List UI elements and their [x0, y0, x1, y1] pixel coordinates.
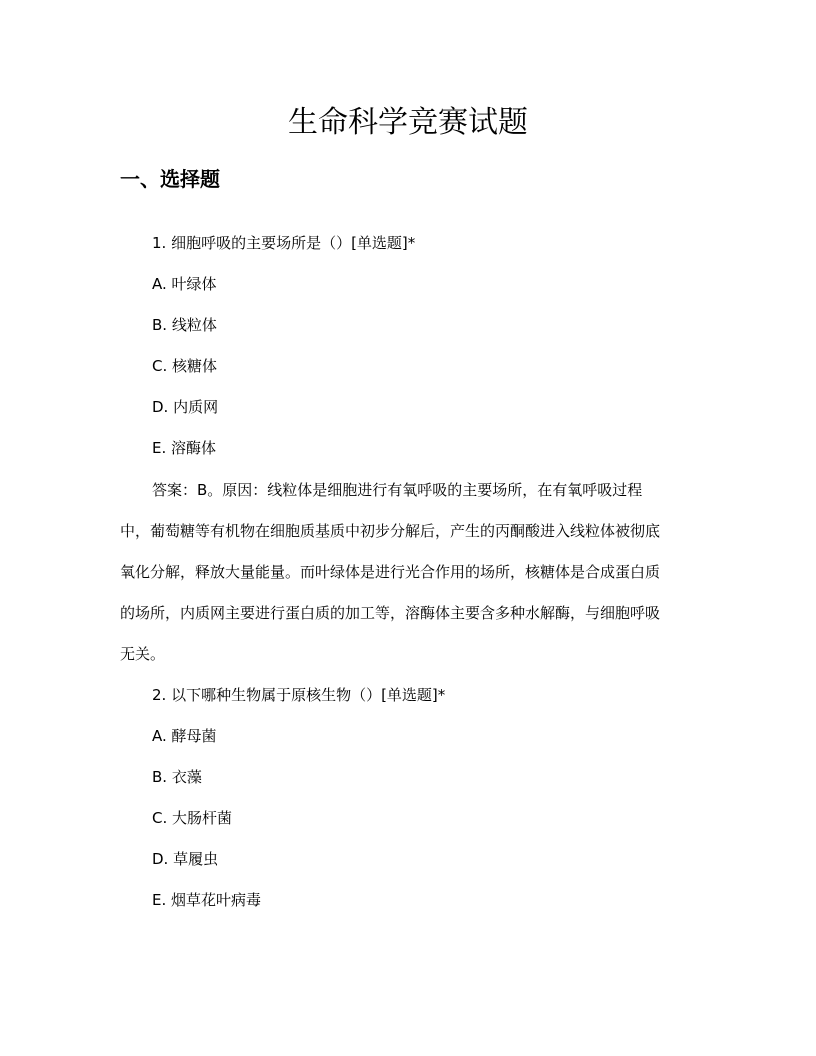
question-1-option-c: C. 核糖体 [152, 357, 218, 375]
question-2-option-d: D. 草履虫 [152, 850, 219, 868]
question-2-stem: 2. 以下哪种生物属于原核生物（）[单选题]* [152, 686, 446, 704]
question-1-option-e: E. 溶酶体 [152, 439, 217, 457]
question-1-stem: 1. 细胞呼吸的主要场所是（）[单选题]* [152, 234, 416, 252]
question-1-answer-line: 无关。 [120, 645, 166, 663]
question-1-option-b: B. 线粒体 [152, 316, 217, 334]
question-1-option-a: A. 叶绿体 [152, 275, 217, 293]
page-title: 生命科学竞赛试题 [288, 105, 528, 140]
section-heading: 一、选择题 [120, 167, 220, 191]
question-1-answer-line: 的场所，内质网主要进行蛋白质的加工等，溶酶体主要含多种水解酶，与细胞呼吸 [120, 604, 661, 622]
question-2-option-a: A. 酵母菌 [152, 727, 217, 745]
question-1-answer-line: 答案：B。原因：线粒体是细胞进行有氧呼吸的主要场所，在有氧呼吸过程 [152, 481, 643, 499]
question-2-option-b: B. 衣藻 [152, 768, 202, 786]
question-2-option-e: E. 烟草花叶病毒 [152, 891, 262, 909]
question-1-option-d: D. 内质网 [152, 398, 219, 416]
question-1-answer-line: 中，葡萄糖等有机物在细胞质基质中初步分解后，产生的丙酮酸进入线粒体被彻底 [120, 522, 661, 540]
question-2-option-c: C. 大肠杆菌 [152, 809, 233, 827]
question-1-answer-line: 氧化分解，释放大量能量。而叶绿体是进行光合作用的场所，核糖体是合成蛋白质 [120, 563, 661, 581]
